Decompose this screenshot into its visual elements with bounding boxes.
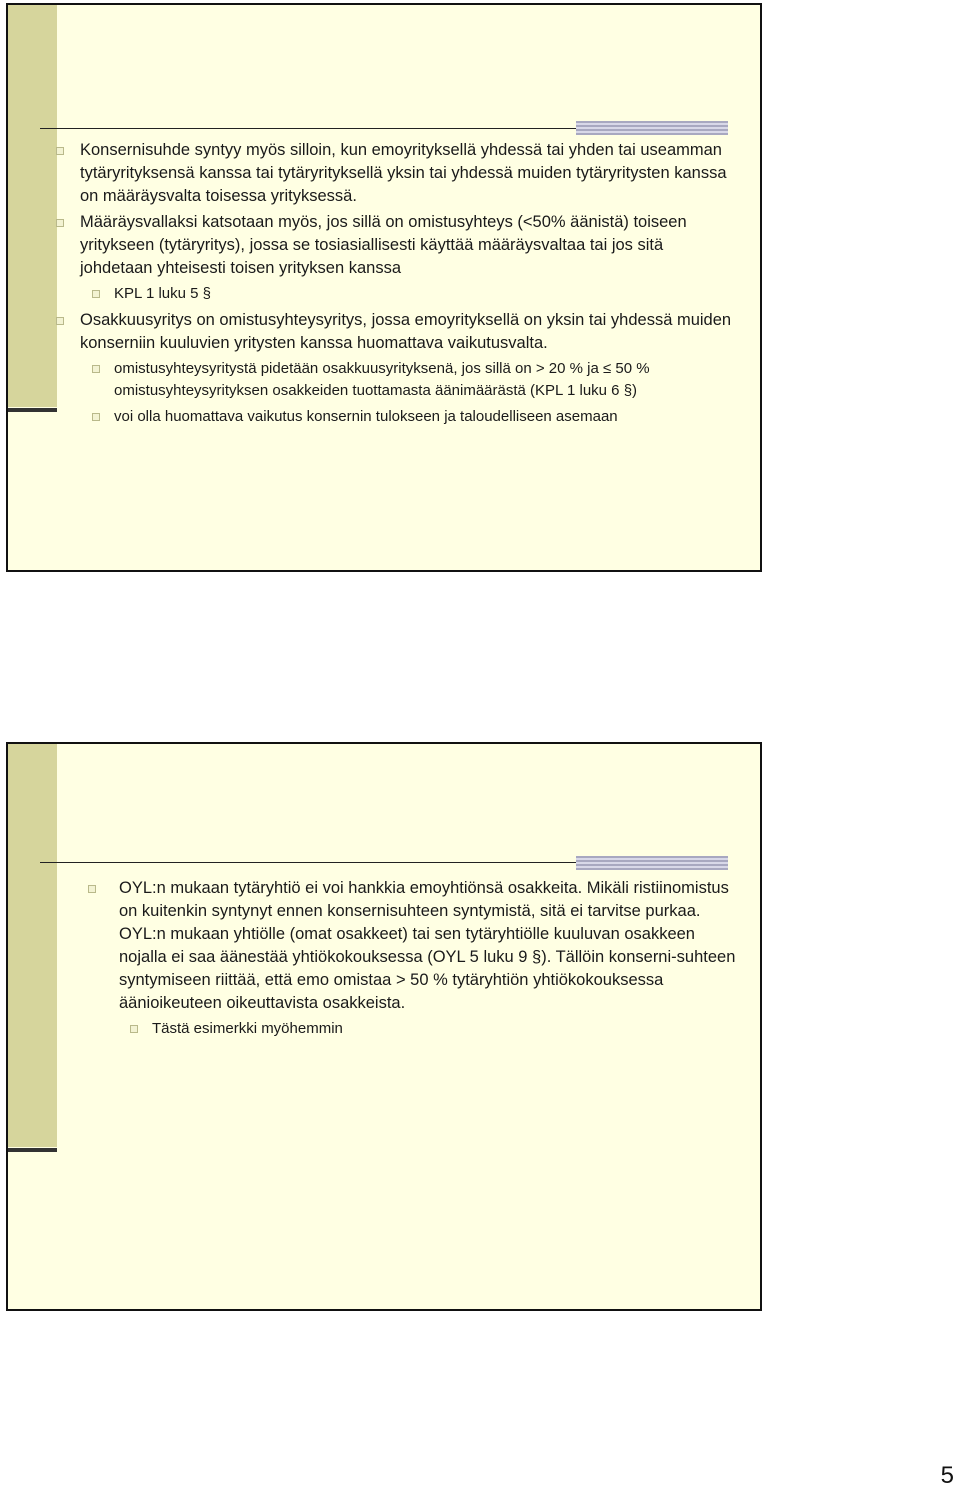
slide-1	[6, 3, 762, 572]
bullet-item: Osakkuusyritys on omistusyhteysyritys, jossa emoyrityksellä on yksin tai yhdessä muiden konserniin kuuluvien yritysten kanssa huomattava vaikutusvalta.	[56, 309, 740, 355]
sub-bullet-item: Tästä esimerkki myöhemmin	[88, 1018, 740, 1040]
bullet-item: OYL:n mukaan tytäryhtiö ei voi hankkia emoyhtiönsä osakkeita. Mikäli ristiinomistus on kuitenkin syntynyt ennen konsernisuhteen syntymistä, sitä ei tarvitse purkaa. OYL:n mukaan yhtiölle (omat osakkeet) tai sen tytäryhtiölle kuuluvan osakkeen nojalla ei saa äänestää yhtiökokouksessa (OYL 5 luku 9 §). Tällöin konserni-suhteen syntymiseen riittää, että emo omistaa > 50 % tytäryhtiön yhtiökokouksessa äänioikeuteen oikeuttavista osakkeista.	[88, 877, 740, 1015]
sidebar-divider	[8, 408, 57, 412]
sidebar-divider	[8, 1148, 57, 1152]
slide-content	[56, 139, 740, 432]
bullet-item: Määräysvallaksi katsotaan myös, jos sillä on omistusyhteys (<50% äänistä) toiseen yritykseen (tytäryritys), jossa se tosiasiallisesti käyttää määräysvaltaa tai jos sitä johdetaan yhteisesti toisen yrityksen kanssa	[56, 211, 740, 280]
slide-sidebar-band	[8, 744, 57, 1147]
sub-bullet-item: KPL 1 luku 5 §	[56, 283, 740, 305]
sub-bullet-item: omistusyhteysyritystä pidetään osakkuusyrityksenä, jos sillä on > 20 % ja ≤ 50 % omistusyhteysyrityksen osakkeiden tuottamasta äänimäärästä (KPL 1 luku 6 §)	[56, 358, 740, 402]
title-rule-decoration	[576, 856, 728, 870]
title-rule-decoration	[576, 121, 728, 135]
title-rule	[40, 862, 576, 863]
bullet-item: Konsernisuhde syntyy myös silloin, kun emoyrityksellä yhdessä tai yhden tai useamman tytäryrityksensä kanssa tai tytäryrityksellä yksin tai yhdessä muiden tytäryritysten kanssa on määräysvalta toisessa yrityksessä.	[56, 139, 740, 208]
sub-bullet-item: voi olla huomattava vaikutus konsernin tulokseen ja taloudelliseen asemaan	[56, 406, 740, 428]
slide-sidebar-band	[8, 5, 57, 407]
slide-2	[6, 742, 762, 1311]
title-rule	[40, 128, 576, 129]
slide-content	[88, 877, 740, 1044]
page-number: 5	[940, 1462, 954, 1489]
